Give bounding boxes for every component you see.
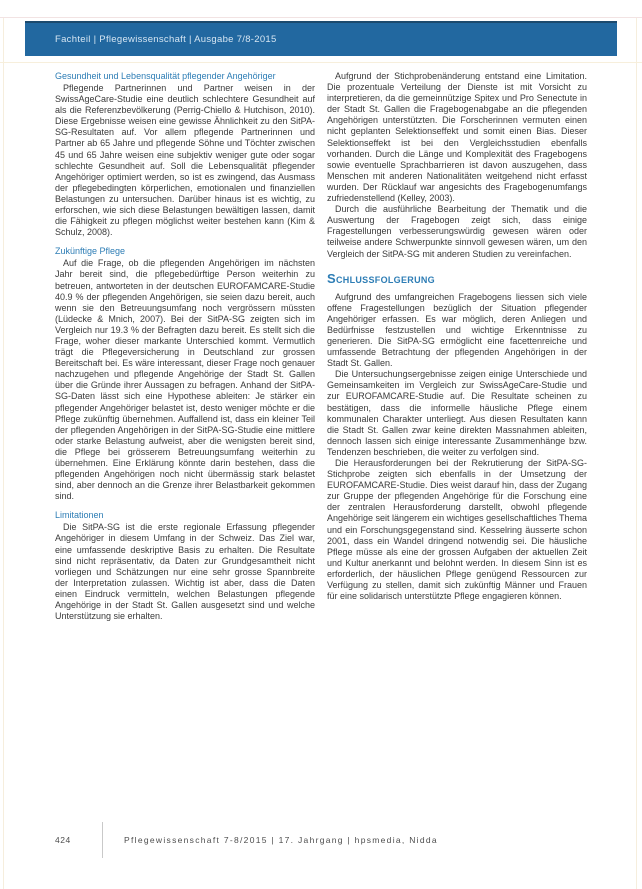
page-number: 424 [55, 835, 71, 845]
footer-journal-line: Pflegewissenschaft 7-8/2015 | 17. Jahrgang | hpsmedia, Nidda [124, 835, 438, 845]
paragraph: Die Untersuchungsergebnisse zeigen einige Unterschiede und Gemeinsamkeiten im Vergleich zur SwissAgeCare-Studie und zur EUROFAMCARE-Studie auf. Die Resultate scheinen zu bestätigen, dass die informelle häusliche Pflege einem kommunalen Charakter unterliegt. Aus diesen Resultaten kann die Stadt St. Gallen zwar keine direkten Massnahmen ableiten, dennoch lassen sich einige interessante Zusammenhänge bzw. Tendenzen beschrieben, die weiter zu verfolgen sind. [327, 369, 587, 457]
section-heading-schlussfolgerung: Schlussfolgerung [327, 270, 435, 286]
right-column [327, 71, 587, 622]
footer-divider [102, 822, 103, 858]
paragraph: Aufgrund der Stichprobenänderung entstand eine Limitation. Die prozentuale Verteilung der Dienste ist mit Vorsicht zu interpretieren, da die gemeinnützige Spitex und Pro Senectute in der Stadt St. Gallen die Fragebogenabgabe an die pflegenden Angehörigen unterstützten. Die Forscherinnen vermuten einen nicht geplanten Selektionseffekt und somit einen Bias. Dieser Selektionseffekt ist bei den Vergleichsstudien ebenfalls vorhanden. Durch die Länge und Komplexität des Fragebogens sowie eventuelle Sprachbarrieren ist davon auszugehen, dass Menschen mit anderen Nationalitäten weitgehend nicht erfasst wurden. Der Rücklauf war angesichts des Fragebogenumfangs zufriedenstellend (Kelley, 2003). [327, 71, 587, 204]
paragraph: Aufgrund des umfangreichen Fragebogens liessen sich viele offene Fragestellungen bezüglich der Situation pflegender Angehöriger erfassen. Es war möglich, deren Anliegen und Bedürfnisse festzustellen und wichtige Erkenntnisse zu generieren. Die SitPA-SG ermöglicht eine facettenreiche und umfassende Betrachtung der pflegenden Angehörigen in der Stadt St. Gallen. [327, 291, 587, 369]
header-running-title: Fachteil | Pflegewissenschaft | Ausgabe 7/8-2015 [55, 34, 277, 45]
section-heading-zukuenftige-pflege: Zukünftige Pflege [55, 246, 126, 257]
paragraph: Die Herausforderungen bei der Rekrutierung der SitPA-SG-Stichprobe zeigten sich ebenfalls in der Umsetzung der EUROFAMCARE-Studie. Dies weist darauf hin, dass der Zugang zur Gruppe der pflegenden Angehörige für die Forschung eine der zentralen Herausforderung darstellt, obwohl pflegende Angehörige seit längerem ein wichtiges gesellschaftliches Thema und ein Forschungsgegenstand sind. Kesselring äusserte schon 2001, dass ein Wandel dringend notwendig sei. Die häusliche Pflege müsse als eine der grossen Aufgaben der aktuellen Zeit und Kultur anerkannt und belohnt werden. In diesem Sinn ist es erforderlich, der häuslichen Pflege genügend Ressourcen zur Verfügung zu stellen, damit sich zukünftig Männer und Frauen für eine solidarisch unterstützte Pflege engagieren können. [327, 458, 587, 602]
paragraph: Die SitPA-SG ist die erste regionale Erfassung pflegender Angehöriger in diesem Umfang in der Schweiz. Das Ziel war, eine umfassende deskriptive Basis zu erhalten. Die Resultate sind nicht repräsentativ, da Daten zur Grundgesamtheit nicht vorliegen und Schätzungen nur eine sehr grosse Spannbreite der Interpretation zulassen. Wichtig ist aber, dass die Daten einen Eindruck vermitteln, welchen Belastungen pflegende Angehörige in der Stadt St. Gallen ausgesetzt sind und welche Unterstützung sie erhalten. [55, 522, 315, 622]
page-left-rule [3, 18, 4, 889]
article-body [55, 71, 587, 622]
paragraph: Auf die Frage, ob die pflegenden Angehörigen im nächsten Jahr bereit sind, die pflegebedürftige Person weiterhin zu betreuen, antworteten in der deutschen EUROFAMCARE-Studie 40.9 % der pflegenden Angehörigen, sie seien dazu bereit, auch wenn sie den Betreuungsumfang noch vergrössern müssten (Lüdecke & Mnich, 2007). Bei der SitPA-SG zeigten sich im Vergleich nur 19.3 % der Befragten dazu bereit. Es stellt sich die Frage, woher dieser markante Unterschied kommt. Vermutlich trägt die Pflegeversicherung in Deutschland zur grossen Bereitschaft bei. Es wäre interessant, dieser Frage noch genauer nachzugehen und pflegende Angehörige der Stadt St. Gallen über die Gründe ihrer Aussagen zu befragen. Anhand der SitPA-SG-Daten lässt sich eine Hypothese ableiten: Je stärker ein pflegender Angehöriger belastet ist, desto weniger möchte er die Pflege zukünftig übernehmen. Auffallend ist, dass ein kleiner Teil der pflegenden Angehörigen in der SitPA-SG-Studie eine mittlere oder starke Belastung aufweist, aber die wenigsten bereit sind, die Pflege bei grösserem Betreuungsumfang weiterhin zu übernehmen. Eine Erklärung könnte darin bestehen, dass die pflegenden Angehörigen noch nicht übermässig stark belastet sind, aber dennoch an die Grenze ihrer Belastbarkeit gekommen sind. [55, 258, 315, 502]
page-right-rule [636, 18, 637, 889]
header-underline-rule [0, 62, 642, 63]
paragraph: Durch die ausführliche Bearbeitung der Thematik und die Auswertung der Fragebogen zeigt sich, dass einige Fragestellungen verbesserungswürdig gewesen wären oder teilweise andere Schwerpunkte sinnvoll gewesen wären, um den Vergleich der SitPA-SG mit anderen Studien zu vereinfachen. [327, 204, 587, 259]
header-bar [25, 21, 617, 56]
left-column [55, 71, 315, 622]
section-heading-limitationen: Limitationen [55, 510, 104, 521]
section-heading-gesundheit: Gesundheit und Lebensqualität pflegender Angehöriger [55, 71, 276, 81]
page-top-rule [0, 17, 642, 18]
paragraph: Pflegende Partnerinnen und Partner weisen in der SwissAgeCare-Studie eine deutlich schlechtere Gesundheit auf als die Referenzbevölkerung (Perrig-Chiello & Hutchison, 2010). Diese Ergebnisse weisen eine gewisse Ähnlichkeit zu den SitPA-SG-Resultaten auf. Vor allem pflegende Partnerinnen und Partner ab 65 Jahre und pflegende Söhne und Töchter zwischen 45 und 65 Jahre weisen eine subjektiv weniger gute oder sogar schlechte Gesundheit auf. Soll die Lebensqualität pflegender Angehöriger optimiert werden, so ist es zwingend, das Ausmass der pflegebedingten körperlichen, emotionalen und finanziellen Belastungen zu untersuchen. Darüber hinaus ist es wichtig, zu erforschen, wie sich diese Belastungen bewältigen lassen, damit die Fähigkeit zu pflegen möglichst weiter bestehen kann (Kim & Schulz, 2008). [55, 83, 315, 238]
page-footer [55, 822, 612, 858]
